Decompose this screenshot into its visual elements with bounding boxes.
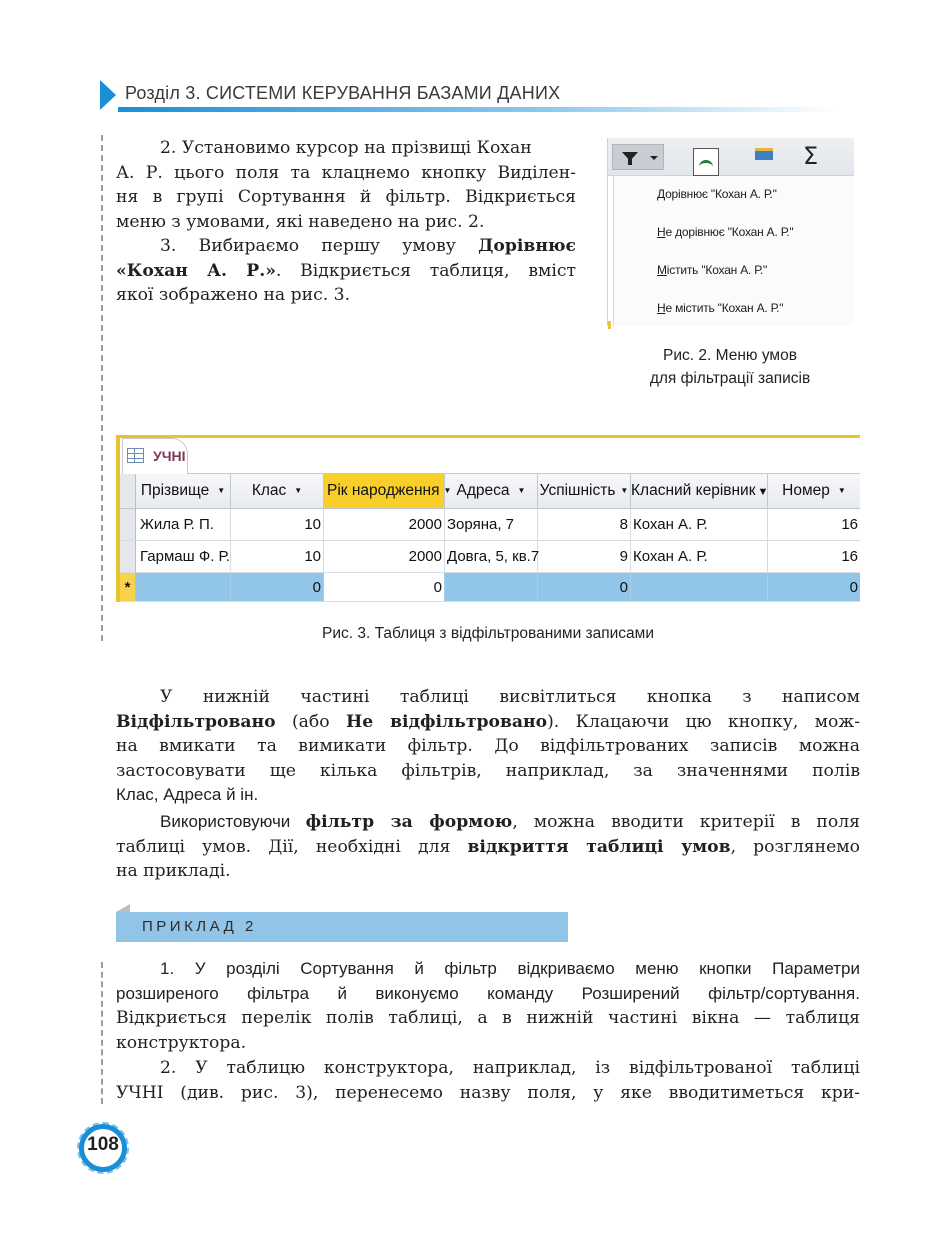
column-header-prizvyshche[interactable]: Прізвище ▼ xyxy=(136,474,231,508)
margin-dashed-line-bottom xyxy=(101,962,103,1104)
figure-2-filter-menu xyxy=(607,138,853,326)
paragraph-filter-button: У нижній частині таблиці висвітлиться кнопка з написом Відфільтровано (або Не відфільтровано). Клацаючи цю кнопку, мож- на вмикати та вимикати фільтр. До відфільтрованих записів можна застосовувати ще кілька фільтрів, наприклад, за значеннями полів Клас, Адреса й ін. xyxy=(116,687,861,805)
header-arrow-icon xyxy=(100,80,116,110)
ribbon-bar xyxy=(608,138,854,176)
figure-2-caption: Рис. 2. Меню умов для фільтрації записів xyxy=(649,347,811,387)
column-header-klas[interactable]: Клас ▼ xyxy=(231,474,324,508)
table-row: Гармаш Ф. Р. 10 2000 Довга, 5, кв.7 9 Кохан А. Р. 16 xyxy=(120,541,860,573)
editing-cell[interactable]: 0 xyxy=(324,573,445,601)
table-header-row xyxy=(120,474,860,509)
menu-item-contains[interactable]: Містить "Кохан А. Р." xyxy=(657,263,768,277)
filter-applied-icon: ▼ xyxy=(757,486,769,498)
sigma-totals-icon[interactable]: Σ xyxy=(803,142,819,170)
table-icon xyxy=(127,448,144,463)
dropdown-arrow-icon xyxy=(650,156,658,160)
paragraph-form-filter: Використовуючи фільтр за формою, можна вводити критерії в поля таблиці умов. Дії, необхідні для відкриття таблиці умов, розглянемо на прикладі. xyxy=(116,812,860,882)
table-new-record-row: * 0 0 0 0 xyxy=(120,573,860,602)
column-header-adresa[interactable]: Адреса ▼ xyxy=(445,474,538,508)
row-selector[interactable] xyxy=(120,509,136,540)
paragraph-step-2: 2. Установимо курсор на прізвищі Кохан А. Р. цього поля та клацнемо кнопку Виділен- ня в групі Сортування й фільтр. Відкриється меню з умовами, які наведено на рис. 2. xyxy=(116,138,576,232)
menu-item-equals[interactable]: Дорівнює "Кохан А. Р." xyxy=(657,187,777,201)
figure-3-caption: Рис. 3. Таблиця з відфільтрованими записами xyxy=(321,625,654,642)
column-header-klasnyi-kerivnyk[interactable]: Класний керівник ▼ xyxy=(631,474,768,508)
picture-icon[interactable] xyxy=(755,148,773,160)
page-number: 108 xyxy=(87,1134,119,1155)
paragraph-step-3: 3. Вибираємо першу умову Дорівнює «Кохан А. Р.». Відкриється таблиця, вміст якої зображено на рис. 3. xyxy=(116,236,576,306)
column-header-nomer[interactable]: Номер ▼ xyxy=(782,482,846,499)
menu-item-not-contains[interactable]: Не містить "Кохан А. Р." xyxy=(657,301,784,315)
selection-filter-button[interactable] xyxy=(612,144,664,170)
paragraph-example-step-1: 1. У розділі Сортування й фільтр відкриваємо меню кнопки Параметри розширеного фільтра й виконуємо команду Розширений фільтр/сортування. Відкриється перелік полів таблиці, а в нижній частині вікна — таблиця конструктора. xyxy=(116,959,860,1053)
column-header-rik-narodzhennia[interactable]: Рік народження ▼ xyxy=(324,474,445,508)
margin-dashed-line-top xyxy=(101,135,103,641)
select-all-corner[interactable] xyxy=(120,474,136,508)
refresh-document-icon[interactable] xyxy=(693,148,719,176)
example-heading: ПРИКЛАД 2 xyxy=(142,918,257,935)
figure-3-table xyxy=(116,435,860,602)
menu-item-not-equals[interactable]: Не дорівнює "Кохан А. Р." xyxy=(657,225,794,239)
header-underline xyxy=(118,107,838,112)
paragraph-example-step-2: 2. У таблицю конструктора, наприклад, із відфільтрованої таблиці УЧНІ (див. рис. 3), перенесемо назву поля, у яке вводитиметься кри- xyxy=(116,1058,860,1103)
column-header-uspishnist[interactable]: Успішність ▼ xyxy=(538,474,631,508)
tab-uchni[interactable]: УЧНІ xyxy=(122,438,188,474)
new-record-marker[interactable]: * xyxy=(120,573,136,601)
table-row: Жила Р. П. 10 2000 Зоряна, 7 8 Кохан А. Р. 16 xyxy=(120,509,860,541)
row-selector[interactable] xyxy=(120,541,136,572)
chapter-header: Розділ 3. СИСТЕМИ КЕРУВАННЯ БАЗАМИ ДАНИХ xyxy=(125,83,561,103)
